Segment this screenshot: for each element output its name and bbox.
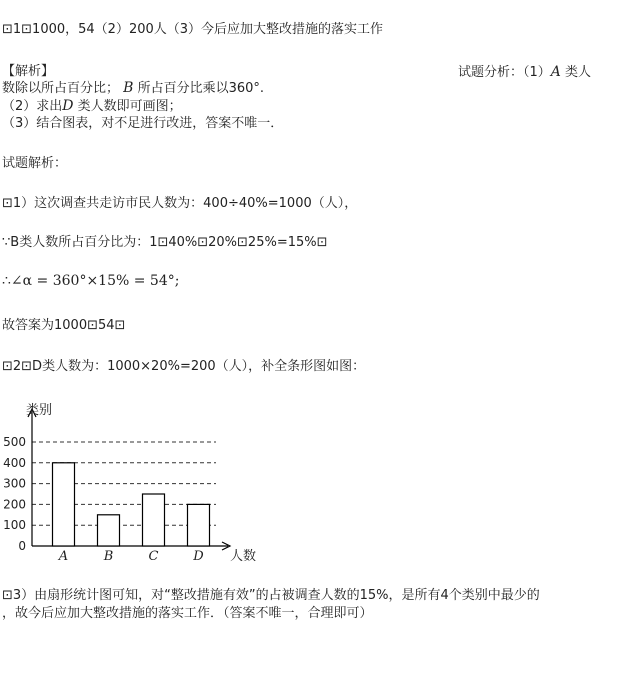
x-tick-label: C <box>148 549 159 564</box>
solution-step-5: ⊡2⊡D类人数为：1000×20%=200（人），补全条形图如图： <box>2 359 366 374</box>
bar-chart <box>0 396 300 576</box>
analysis-heading: 【解析】 <box>2 64 55 79</box>
solution-heading: 试题解析： <box>2 156 68 171</box>
solution-step-2: ∵B类人数所占百分比为：1⊡40%⊡20%⊡25%=15%⊡ <box>2 235 328 250</box>
answer-header: ⊡1⊡1000，54（2）200人（3）今后应加大整改措施的落实工作 <box>2 22 384 37</box>
x-axis-label: 人数 <box>230 549 257 564</box>
analysis-line-2-a: （2）求出 <box>2 99 63 114</box>
bar-A <box>53 463 75 546</box>
y-tick-label: 400 <box>3 455 26 470</box>
solution-step-6-line-2: ，故今后应加大整改措施的落实工作．（答案不唯一，合理即可） <box>2 606 373 621</box>
analysis-right-var: A <box>550 64 561 80</box>
x-tick-label: A <box>58 549 69 564</box>
bar-B <box>98 515 120 546</box>
y-tick-label: 100 <box>3 518 26 533</box>
y-axis-label: 类别 <box>26 403 53 418</box>
bar-D <box>188 504 210 546</box>
analysis-line-1-var: B <box>123 80 134 96</box>
analysis-line-1 <box>2 80 264 97</box>
solution-step-6-line-1: ⊡3）由扇形统计图可知，对“整改措施有效”的占被调查人数的15%，是所有4个类别中最少的 <box>2 588 540 603</box>
analysis-right-tail: 类人 <box>565 65 592 80</box>
analysis-right-label: 试题分析：（1） <box>458 65 551 80</box>
analysis-line-3: （3）结合图表，对不足进行改进，答案不唯一． <box>2 116 284 131</box>
x-tick-label: B <box>103 549 114 564</box>
analysis-line-1-b: 所占百分比乘以360°. <box>137 81 265 96</box>
solution-step-1: ⊡1）这次调查共走访市民人数为：400÷40%=1000（人）， <box>2 196 358 211</box>
y-tick-label: 0 <box>18 539 26 553</box>
analysis-line-1-a: 数除以所占百分比； <box>2 81 120 96</box>
analysis-right-text <box>458 64 591 81</box>
analysis-line-2-var: D <box>62 98 74 114</box>
analysis-line-2 <box>2 98 182 115</box>
solution-step-3: ∴∠α = 360°×15% = 54°; <box>2 273 180 289</box>
x-tick-label: D <box>193 549 204 564</box>
y-tick-label: 200 <box>3 497 26 512</box>
bar-C <box>143 494 165 546</box>
analysis-line-2-b: 类人数即可画图； <box>77 99 182 114</box>
y-tick-label: 500 <box>3 435 26 449</box>
y-tick-label: 300 <box>3 476 26 491</box>
solution-step-4: 故答案为1000⊡54⊡ <box>2 318 126 333</box>
